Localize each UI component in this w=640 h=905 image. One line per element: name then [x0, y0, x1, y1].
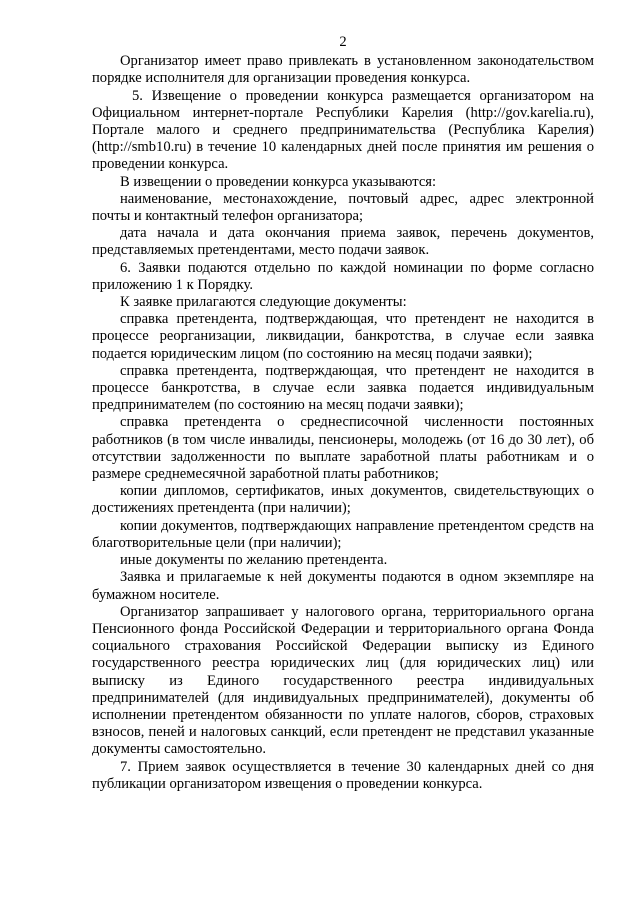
paragraph-certificate-entrepreneur: справка претендента, подтверждающая, что претендент не находится в процессе банкротства, в случае если заявка подается индивидуальным предпринимателем (по состоянию на месяц подачи заявки);	[92, 362, 594, 414]
paragraph-item-7-acceptance: 7. Прием заявок осуществляется в течение 30 календарных дней со дня публикации организатором извещения о проведении конкурса.	[92, 758, 594, 792]
paragraph-item-6-applications: 6. Заявки подаются отдельно по каждой номинации по форме согласно приложению 1 к Порядку.	[92, 259, 594, 293]
paragraph-application-dates: дата начала и дата окончания приема заявок, перечень документов, представляемых претендентами, место подачи заявок.	[92, 225, 594, 259]
paragraph-other-docs: иные документы по желанию претендента.	[120, 552, 388, 569]
page-number: 2	[339, 34, 347, 50]
paragraph-organizer-requests: Организатор запрашивает у налогового органа, территориального органа Пенсионного фонда Российской Федерации и территориального органа Фонда социального страхования Российской Федерации выписку из Единого государственного реестра юридических лиц (для юридических лиц) или выписку из Единого государственного реестра индивидуальных предпринимателей (для индивидуальных предпринимателей), документы об исполнении претендентом обязанности по уплате налогов, сборов, страховых взносов, пеней и налоговых санкций, если претендент не представил указанные документы самостоятельно.	[92, 603, 594, 758]
paragraph-organizer-details: наименование, местонахождение, почтовый адрес, адрес электронной почты и контактный телефон организатора;	[92, 190, 594, 225]
paragraph-notice-contents-intro: В извещении о проведении конкурса указываются:	[120, 173, 437, 190]
paragraph-organizer-right: Организатор имеет право привлекать в установленном законодательством порядке исполнителя для организации проведения конкурса.	[92, 53, 594, 87]
paragraph-charity-docs: копии документов, подтверждающих направление претендентом средств на благотворительные цели (при наличии);	[92, 517, 594, 551]
paragraph-paper-copy: Заявка и прилагаемые к ней документы подаются в одном экземпляре на бумажном носителе.	[92, 569, 594, 603]
paragraph-attached-docs-intro: К заявке прилагаются следующие документы:	[120, 294, 407, 311]
paragraph-certificate-legal-entity: справка претендента, подтверждающая, что претендент не находится в процессе реорганизации, ликвидации, банкротства, в случае если заявка подается юридическим лицом (по состоянию на месяц подачи заявки);	[92, 311, 594, 362]
paragraph-item-5-notice: 5. Извещение о проведении конкурса размещается организатором на Официальном интернет-портале Республики Карелия (http://gov.karelia.ru), Портале малого и среднего предпринимательства (Республика Карелия) (http://smb10.ru) в течение 10 календарных дней после принятия им решения о проведении конкурса.	[92, 87, 594, 173]
paragraph-diplomas-copies: копии дипломов, сертификатов, иных документов, свидетельствующих о достижениях претендента (при наличии);	[92, 483, 594, 517]
paragraph-certificate-employees: справка претендента о среднесписочной численности постоянных работников (в том числе инвалиды, пенсионеры, молодежь (от 16 до 30 лет), об отсутствии задолженности по выплате заработной платы работникам и о размере среднемесячной заработной платы работников;	[92, 414, 594, 483]
